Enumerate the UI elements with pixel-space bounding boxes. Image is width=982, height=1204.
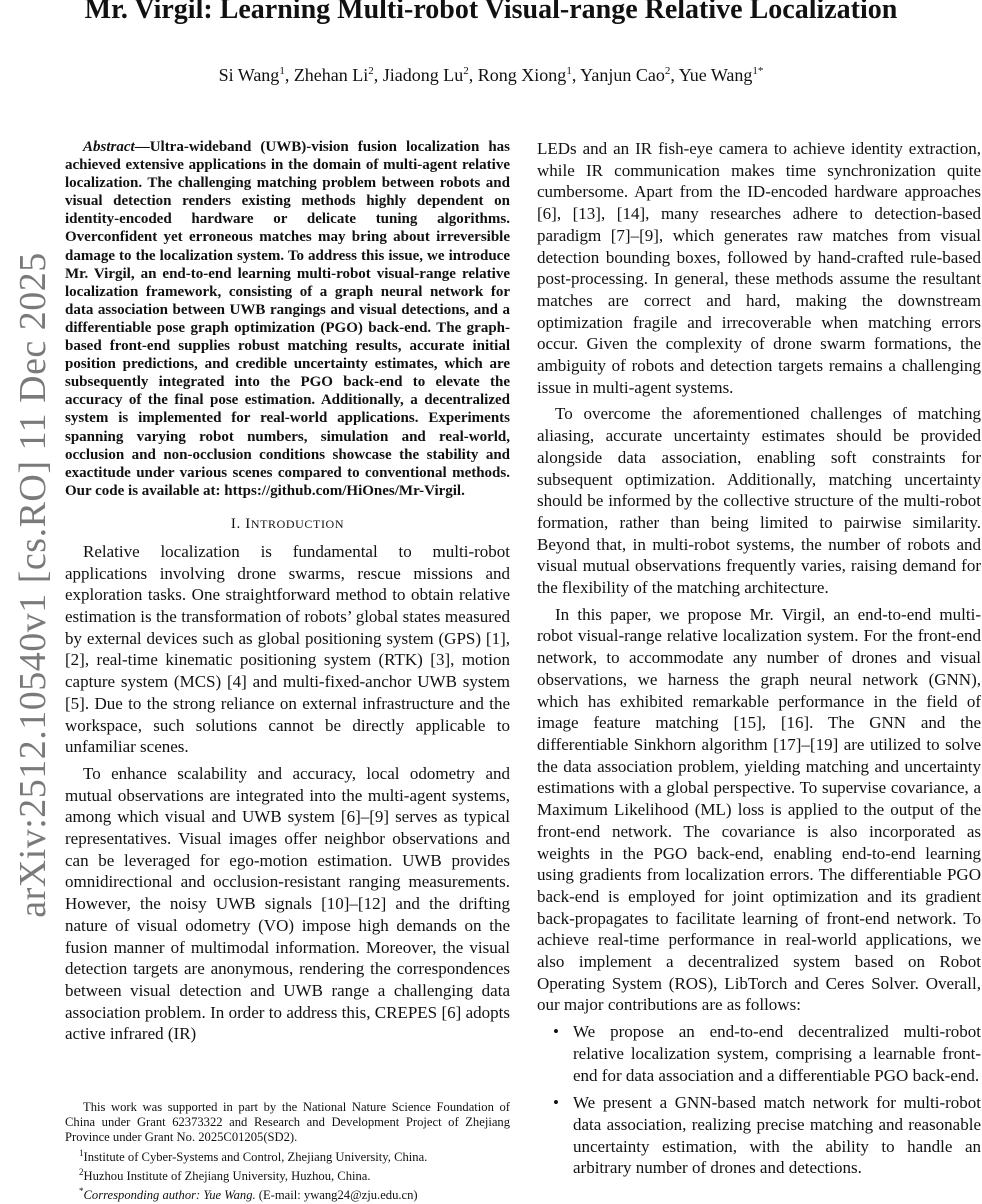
author-affiliation: 1* [752, 65, 764, 77]
section-number: I. [230, 515, 241, 532]
footnotes [65, 1100, 510, 1204]
left-column [65, 138, 510, 1050]
paragraph: Relative localization is fundamental to multi-robot applications involving drone swarms, rescue missions and exploration tasks. One straightforward method to obtain relative estimation is the transformation of robots’ global states measured by external devices such as global positioning system (GPS) [1], [2], real-time kinematic positioning system (RTK) [3], motion capture system (MCS) [4] and multi-fixed-anchor UWB system [5]. Due to the strong reliance on external infrastructure and the workspace, such solutions cannot be directly applicable to unfamiliar scenes. [65, 541, 510, 757]
author: Zhehan Li [293, 65, 369, 85]
paragraph: LEDs and an IR fish-eye camera to achieve identity extraction, while IR communication makes time synchronization quite cumbersome. Apart from the ID-encoded hardware approaches [6], [13], [14], many researches adhere to detection-based paradigm [7]–[9], which generates raw matches from visual detection bounding boxes, followed by hand-crafted rule-based post-processing. In general, these methods assume the resultant matches are correct and hard, making the downstream optimization fragile and irrecoverable when matching errors occur. Given the complexity of drone swarm formations, the ambiguity of robots and detection targets remains a challenging issue in multi-agent systems. [537, 139, 981, 397]
author: Yanjun Cao [580, 65, 665, 85]
author: Yue Wang [678, 65, 753, 85]
list-item [537, 1092, 981, 1179]
footnote-mark: * [79, 1186, 84, 1197]
author-separator: , [373, 65, 383, 85]
author-affiliation: 1 [566, 65, 572, 77]
author-affiliation: 2 [368, 65, 374, 77]
list-item-text: We present a GNN-based match network for multi-robot data association, realizing precise matching and reasonable uncertainty estimation, with the ability to handle an arbitrary number of drones and detections. [573, 1093, 981, 1178]
abstract-dash: — [134, 139, 150, 155]
footnote-text: Huzhou Institute of Zhejiang University, Huzhou, China. [83, 1169, 371, 1184]
abstract-text: Ultra-wideband (UWB)-vision fusion localization has achieved extensive applications in the domain of multi-agent relative localization. The challenging matching problem between robots and visual detection renders existing methods highly dependent on identity-encoded hardware or delicate tuning algorithms. Overconfident yet erroneous matches may bring about irreversible damage to the localization system. To address this issue, we introduce Mr. Virgil, an end-to-end learning multi-robot visual-range relative localization framework, consisting of a graph neural network for data association between UWB rangings and visual detections, and a differentiable pose graph optimization (PGO) back-end. The graph-based front-end supplies robust matching results, accurate initial position predictions, and credible uncertainty estimates, which are subsequently integrated into the PGO back-end to elevate the accuracy of the final pose estimation. Additionally, a decentralized system is implemented for real-world applications. Experiments spanning varying robot numbers, simulation and real-world, occlusion and non-occlusion conditions showcase the stability and exactitude under various scenes compared to conventional methods. Our code is available at: https://github.com/HiOnes/Mr-Virgil. [65, 139, 510, 499]
contribution-list [537, 1021, 981, 1179]
affiliation-footnote [65, 1146, 510, 1165]
paper-title: Mr. Virgil: Learning Multi-robot Visual-range Relative Localization [84, 0, 898, 25]
right-column [537, 138, 981, 1185]
corresponding-author-footnote [65, 1184, 510, 1203]
author-separator: , [571, 65, 581, 85]
author-separator: , [670, 65, 679, 85]
abstract-label: Abstract [83, 139, 135, 155]
list-item [537, 1021, 981, 1086]
paragraph: To enhance scalability and accuracy, local odometry and mutual observations are integrated into the multi-agent systems, among which visual and UWB system [6]–[9] serves as typical representatives. Visual images offer neighbor observations and can be leveraged for ego-motion estimation. UWB provides omnidirectional and occlusion-resistant ranging measurements. However, the noisy UWB signals [10]–[12] and the drifting nature of visual odometry (VO) impose high demands on the fusion manner of multimodal information. Moreover, the visual detection targets are anonymous, rendering the correspondences between visual detection and UWB range a challenging data association problem. In order to address this, CREPES [6] adopts active infrared (IR) [65, 763, 510, 1044]
author-separator: , [468, 65, 478, 85]
author: Si Wang [218, 65, 280, 85]
author-affiliation: 2 [463, 65, 469, 77]
section-title-rest: NTRODUCTION [250, 516, 345, 531]
funding-footnote: This work was supported in part by the National Nature Science Foundation of China under Grant 62373322 and Research and Development Project of Zhejiang Province under Grant No. 2025C01205(SD2). [65, 1100, 510, 1145]
section-heading-introduction [65, 516, 510, 533]
author-affiliation: 1 [279, 65, 285, 77]
list-item-text: We propose an end-to-end decentralized multi-robot relative localization system, comprising a learnable front-end for data association and a differentiable PGO back-end. [573, 1022, 981, 1085]
paragraph: To overcome the aforementioned challenges of matching aliasing, accurate uncertainty estimates should be provided alongside data association, enabling soft constraints for subsequent optimization. Additionally, matching uncertainty should be informed by the collective structure of the multi-robot formation, rather than being limited to pairwise similarity. Beyond that, in multi-robot systems, the number of robots and visual mutual observations frequently varies, raising demand for the flexibility of the matching architecture. [537, 404, 981, 598]
section-title-initial: I [245, 515, 251, 532]
footnote-email: (E-mail: ywang24@zju.edu.cn) [258, 1188, 418, 1203]
footnote-label: Corresponding author: Yue Wang. [83, 1188, 256, 1203]
author-affiliation: 2 [664, 65, 671, 77]
affiliation-footnote [65, 1165, 510, 1184]
abstract [65, 138, 510, 500]
bullet-icon: • [553, 1093, 559, 1113]
author-separator: , [284, 65, 294, 85]
author: Jiadong Lu [382, 65, 464, 85]
paragraph: In this paper, we propose Mr. Virgil, an end-to-end multi-robot visual-range relative localization system. For the front-end network, to accommodate any number of drones and visual observations, we harness the graph neural network (GNN), which has exhibited remarkable performance in the field of image feature matching [15], [16]. The GNN and the differentiable Sinkhorn algorithm [17]–[19] are utilized to solve the data association problem, yielding matching and uncertainty estimations with a global perspective. To supervise covariance, a Maximum Likelihood (ML) loss is applied to the output of the front-end network. The covariance is also incorporated as weights in the PGO back-end, enabling end-to-end learning using gradients from localization errors. The differentiable PGO back-end is employed for joint optimization and its gradient back-propagates to facilitate learning of front-end network. To achieve real-time performance in real-world applications, we also implement a decentralized system based on Robot Operating System (ROS), LibTorch and Ceres Solver. Overall, our major contributions are as follows: [537, 604, 981, 1015]
bullet-icon: • [553, 1022, 559, 1042]
arxiv-stamp: arXiv:2512.10540v1 [cs.RO] 11 Dec 2025 [12, 252, 54, 918]
footnote-mark: 1 [79, 1147, 84, 1158]
footnote-mark: 2 [79, 1167, 84, 1177]
footnote-text: Institute of Cyber-Systems and Control, Zhejiang University, China. [83, 1149, 428, 1164]
author-list [0, 58, 982, 88]
author: Rong Xiong [477, 65, 567, 85]
